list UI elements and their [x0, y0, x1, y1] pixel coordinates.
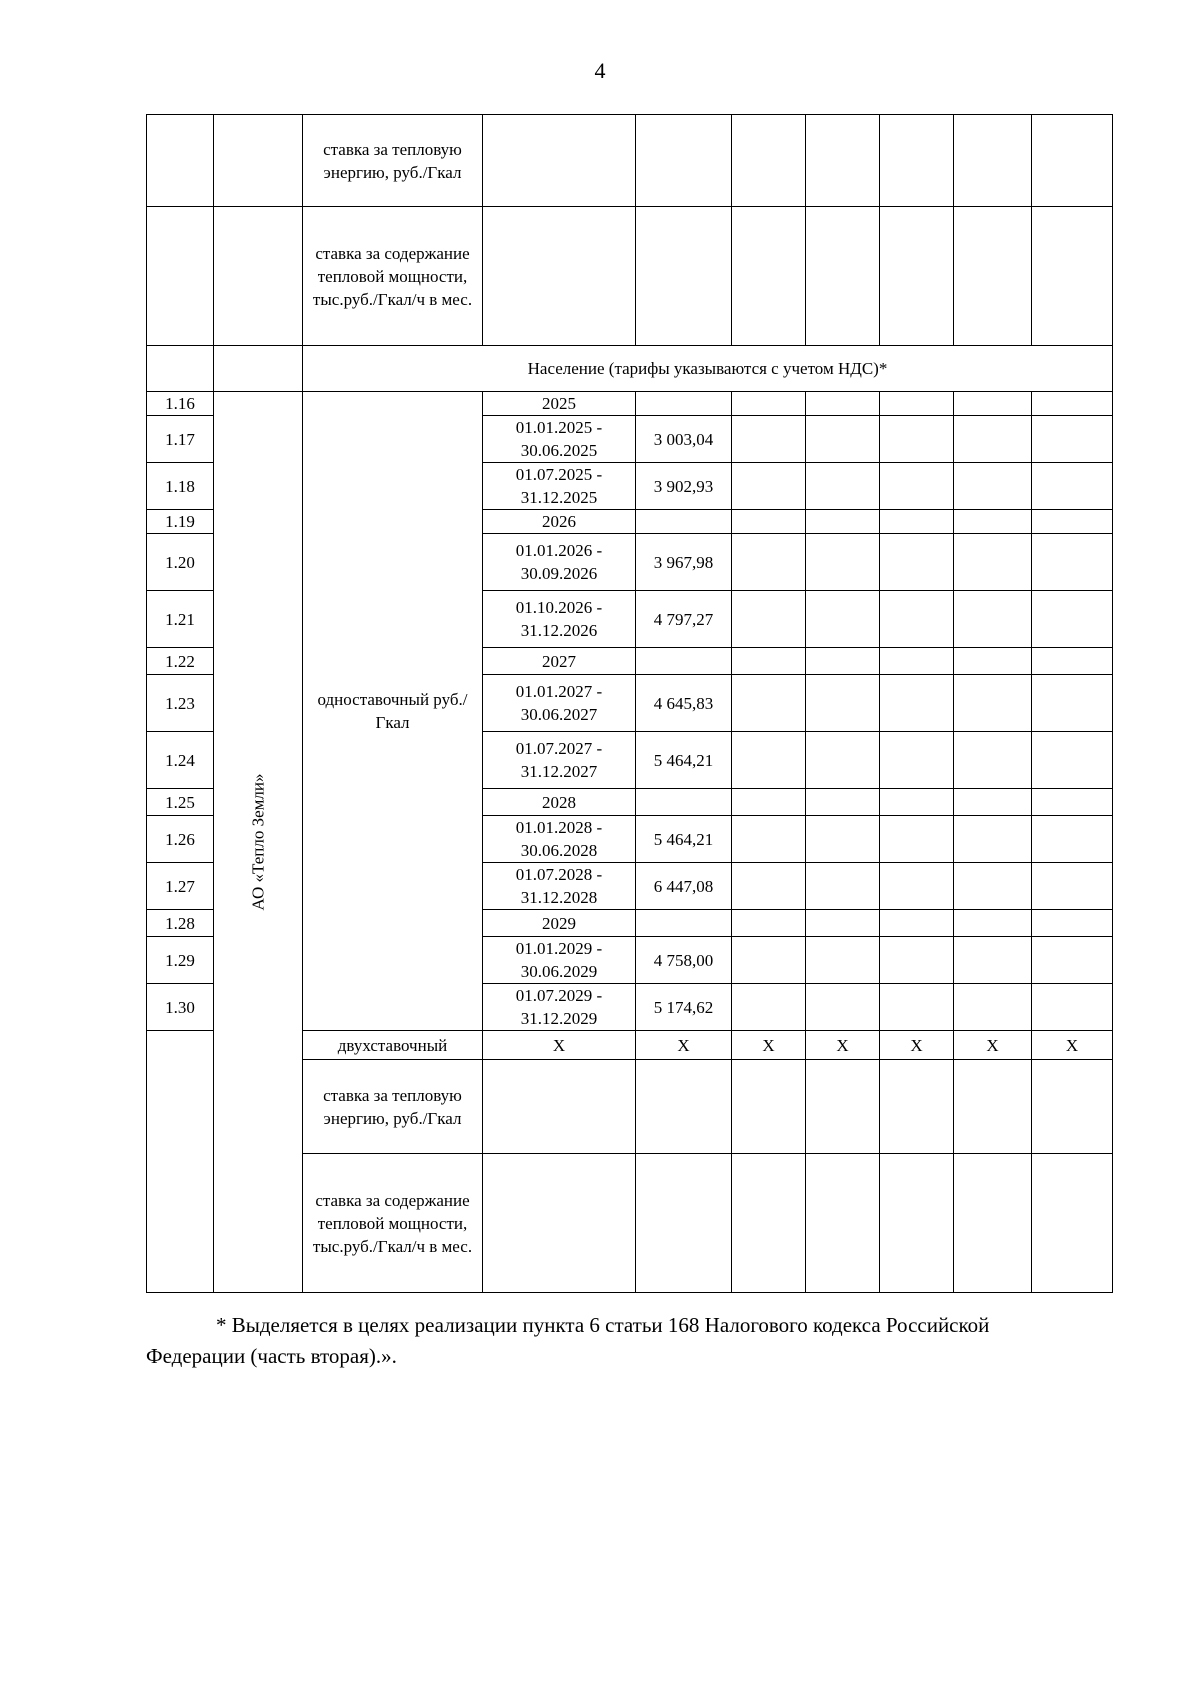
- empty-cell: [806, 648, 880, 675]
- empty-cell: [806, 392, 880, 416]
- top-row-energy: [147, 115, 1113, 207]
- empty-cell: [954, 207, 1032, 346]
- empty-cell: [806, 984, 880, 1031]
- empty-cell: [880, 510, 954, 534]
- empty-cell: [732, 591, 806, 648]
- x-mark: X: [636, 1031, 732, 1060]
- section-row: [147, 346, 1113, 392]
- row-number: 1.18: [147, 463, 214, 510]
- tariff-value: 3 902,93: [636, 463, 732, 510]
- period-cell: 01.10.2026 - 31.12.2026: [483, 591, 636, 648]
- table-row: [147, 392, 1113, 416]
- empty-cell: [806, 1154, 880, 1293]
- empty-cell: [732, 789, 806, 816]
- row-number: 1.24: [147, 732, 214, 789]
- period-cell: 01.01.2028 - 30.06.2028: [483, 816, 636, 863]
- empty-cell: [880, 1060, 954, 1154]
- tariff-value: 5 464,21: [636, 732, 732, 789]
- empty-cell: [954, 1154, 1032, 1293]
- empty-cell: [954, 984, 1032, 1031]
- tariff-value: 6 447,08: [636, 863, 732, 910]
- period-cell: 01.07.2025 - 31.12.2025: [483, 463, 636, 510]
- empty-cell: [1032, 937, 1113, 984]
- empty-cell: [806, 510, 880, 534]
- empty-cell: [483, 115, 636, 207]
- empty-cell: [880, 648, 954, 675]
- rate-label: ставка за тепловую энергию, руб./Гкал: [303, 1060, 483, 1154]
- empty-cell: [954, 534, 1032, 591]
- empty-cell: [732, 937, 806, 984]
- empty-cell: [732, 910, 806, 937]
- empty-cell: [954, 789, 1032, 816]
- period-cell: 01.01.2029 - 30.06.2029: [483, 937, 636, 984]
- empty-cell: [806, 416, 880, 463]
- org-cell: [214, 346, 303, 392]
- empty-cell: [636, 115, 732, 207]
- empty-cell: [880, 392, 954, 416]
- empty-cell: [880, 910, 954, 937]
- row-number: 1.25: [147, 789, 214, 816]
- empty-cell: [1032, 534, 1113, 591]
- tariff-value: [636, 510, 732, 534]
- empty-cell: [806, 816, 880, 863]
- row-number: 1.21: [147, 591, 214, 648]
- row-number: 1.28: [147, 910, 214, 937]
- period-cell: 01.07.2028 - 31.12.2028: [483, 863, 636, 910]
- period-cell: 01.01.2027 - 30.06.2027: [483, 675, 636, 732]
- org-cell: [214, 392, 303, 1293]
- empty-cell: [1032, 732, 1113, 789]
- section-title: Население (тарифы указываются с учетом НДС)*: [303, 346, 1113, 392]
- one-rate-label: одноставочный руб./Гкал: [303, 392, 483, 1031]
- tariff-value: 5 464,21: [636, 816, 732, 863]
- row-number: 1.27: [147, 863, 214, 910]
- empty-cell: [880, 863, 954, 910]
- empty-cell: [954, 648, 1032, 675]
- rate-label: ставка за содержание тепловой мощности, тыс.руб./Гкал/ч в мес.: [303, 1154, 483, 1293]
- x-mark: X: [483, 1031, 636, 1060]
- empty-cell: [1032, 392, 1113, 416]
- tariff-value: 3 003,04: [636, 416, 732, 463]
- empty-cell: [732, 648, 806, 675]
- empty-cell: [954, 510, 1032, 534]
- empty-cell: [483, 207, 636, 346]
- empty-cell: [806, 534, 880, 591]
- top-row-capacity: [147, 207, 1113, 346]
- org-cell: [214, 207, 303, 346]
- empty-cell: [806, 591, 880, 648]
- row-number: 1.29: [147, 937, 214, 984]
- empty-cell: [732, 863, 806, 910]
- row-number: 1.20: [147, 534, 214, 591]
- empty-cell: [1032, 115, 1113, 207]
- empty-cell: [880, 937, 954, 984]
- empty-cell: [880, 789, 954, 816]
- footnote-line-1: * Выделяется в целях реализации пункта 6 статьи 168 Налогового кодекса Российской: [216, 1313, 990, 1337]
- empty-cell: [1032, 463, 1113, 510]
- period-cell: 2028: [483, 789, 636, 816]
- two-rate-label: двухставочный: [303, 1031, 483, 1060]
- empty-cell: [732, 115, 806, 207]
- tariff-value: [636, 392, 732, 416]
- empty-cell: [1032, 591, 1113, 648]
- empty-cell: [732, 463, 806, 510]
- empty-cell: [732, 392, 806, 416]
- empty-cell: [1032, 207, 1113, 346]
- empty-cell: [483, 1154, 636, 1293]
- row-number: 1.16: [147, 392, 214, 416]
- num-cell: [147, 115, 214, 207]
- x-mark: X: [1032, 1031, 1113, 1060]
- period-cell: 01.07.2027 - 31.12.2027: [483, 732, 636, 789]
- num-cell: [147, 207, 214, 346]
- empty-cell: [880, 732, 954, 789]
- tariff-value: [636, 648, 732, 675]
- empty-cell: [1032, 910, 1113, 937]
- empty-cell: [880, 675, 954, 732]
- empty-cell: [954, 675, 1032, 732]
- org-cell: [214, 115, 303, 207]
- x-mark: X: [732, 1031, 806, 1060]
- tariff-value: [636, 910, 732, 937]
- empty-cell: [954, 416, 1032, 463]
- tariff-value: [636, 789, 732, 816]
- empty-cell: [806, 207, 880, 346]
- period-cell: 2026: [483, 510, 636, 534]
- empty-cell: [806, 863, 880, 910]
- empty-cell: [806, 115, 880, 207]
- empty-cell: [1032, 416, 1113, 463]
- empty-cell: [954, 1060, 1032, 1154]
- row-number: 1.19: [147, 510, 214, 534]
- page-number: 4: [594, 58, 606, 83]
- empty-cell: [880, 534, 954, 591]
- empty-cell: [483, 1060, 636, 1154]
- empty-cell: [636, 1060, 732, 1154]
- row-number: 1.23: [147, 675, 214, 732]
- empty-cell: [880, 463, 954, 510]
- tariff-table: [146, 114, 1113, 1293]
- tariff-value: 5 174,62: [636, 984, 732, 1031]
- empty-cell: [880, 1154, 954, 1293]
- empty-cell: [1032, 648, 1113, 675]
- empty-cell: [1032, 1154, 1113, 1293]
- empty-cell: [732, 732, 806, 789]
- empty-cell: [954, 591, 1032, 648]
- empty-cell: [806, 910, 880, 937]
- empty-cell: [806, 732, 880, 789]
- empty-cell: [732, 416, 806, 463]
- row-number: 1.17: [147, 416, 214, 463]
- empty-cell: [880, 115, 954, 207]
- empty-cell: [880, 591, 954, 648]
- empty-cell: [732, 675, 806, 732]
- empty-cell: [732, 984, 806, 1031]
- tariff-value: 4 645,83: [636, 675, 732, 732]
- empty-cell: [636, 207, 732, 346]
- empty-cell: [1032, 816, 1113, 863]
- rate-label: ставка за тепловую энергию, руб./Гкал: [303, 115, 483, 207]
- tariff-value: 3 967,98: [636, 534, 732, 591]
- empty-cell: [880, 984, 954, 1031]
- empty-cell: [806, 789, 880, 816]
- row-number: 1.22: [147, 648, 214, 675]
- empty-cell: [806, 937, 880, 984]
- x-mark: X: [954, 1031, 1032, 1060]
- row-number: 1.26: [147, 816, 214, 863]
- empty-cell: [732, 1060, 806, 1154]
- empty-cell: [954, 910, 1032, 937]
- footnote: [146, 1310, 1112, 1372]
- empty-cell: [1032, 984, 1113, 1031]
- empty-cell: [806, 463, 880, 510]
- empty-cell: [732, 534, 806, 591]
- tariff-value: 4 797,27: [636, 591, 732, 648]
- footnote-line-2: Федерации (часть вторая).».: [146, 1344, 397, 1368]
- empty-cell: [1032, 789, 1113, 816]
- period-cell: 2027: [483, 648, 636, 675]
- empty-cell: [880, 207, 954, 346]
- num-cell: [147, 1031, 214, 1293]
- empty-cell: [636, 1154, 732, 1293]
- rate-label: ставка за содержание тепловой мощности, тыс.руб./Гкал/ч в мес.: [303, 207, 483, 346]
- empty-cell: [954, 732, 1032, 789]
- x-mark: X: [880, 1031, 954, 1060]
- period-cell: 01.07.2029 - 31.12.2029: [483, 984, 636, 1031]
- empty-cell: [806, 1060, 880, 1154]
- empty-cell: [954, 115, 1032, 207]
- period-cell: 01.01.2025 - 30.06.2025: [483, 416, 636, 463]
- empty-cell: [806, 675, 880, 732]
- empty-cell: [732, 510, 806, 534]
- empty-cell: [954, 392, 1032, 416]
- empty-cell: [732, 816, 806, 863]
- empty-cell: [1032, 510, 1113, 534]
- empty-cell: [732, 207, 806, 346]
- empty-cell: [880, 816, 954, 863]
- empty-cell: [954, 463, 1032, 510]
- period-cell: 01.01.2026 - 30.09.2026: [483, 534, 636, 591]
- x-mark: X: [806, 1031, 880, 1060]
- empty-cell: [732, 1154, 806, 1293]
- organization-name: АО «Тепло Земли»: [248, 773, 268, 911]
- period-cell: 2025: [483, 392, 636, 416]
- tariff-value: 4 758,00: [636, 937, 732, 984]
- empty-cell: [954, 863, 1032, 910]
- num-cell: [147, 346, 214, 392]
- empty-cell: [1032, 863, 1113, 910]
- empty-cell: [954, 816, 1032, 863]
- empty-cell: [1032, 1060, 1113, 1154]
- empty-cell: [880, 416, 954, 463]
- period-cell: 2029: [483, 910, 636, 937]
- empty-cell: [1032, 675, 1113, 732]
- row-number: 1.30: [147, 984, 214, 1031]
- empty-cell: [954, 937, 1032, 984]
